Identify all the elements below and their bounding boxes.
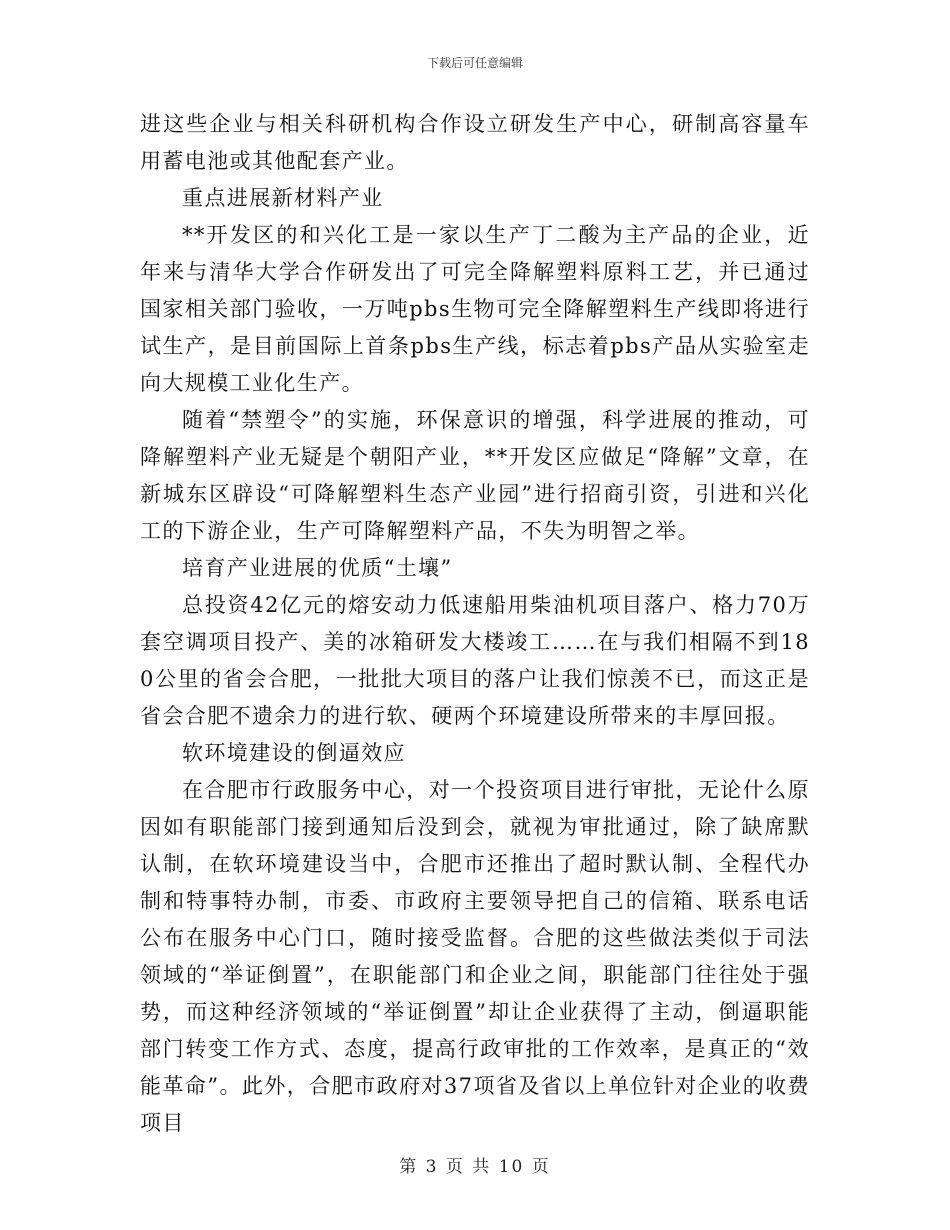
section-heading: 软环境建设的倒逼效应	[182, 741, 406, 765]
page-number: 第 3 页 共 10 页	[399, 1157, 551, 1177]
section-heading: 培育产业进展的优质“土壤”	[182, 556, 453, 580]
paragraph: 进这些企业与相关科研机构合作设立研发生产中心，研制高容量车用蓄电池或其他配套产业。	[140, 112, 810, 173]
paragraph: **开发区的和兴化工是一家以生产丁二酸为主产品的企业，近年来与清华大学合作研发出了可完全降解塑料原料工艺，并已通过国家相关部门验收，一万吨pbs生物可完全降解塑料生产线即将进行试生产，是目前国际上首条pbs生产线，标志着pbs产品从实验室走向大规模工业化生产。	[140, 223, 810, 395]
document-body	[140, 106, 810, 1142]
paragraph: 随着“禁塑令”的实施，环保意识的增强，科学进展的推动，可降解塑料产业无疑是个朝阳产业，**开发区应做足“降解”文章，在新城东区辟设“可降解塑料生态产业园”进行招商引资，引进和兴化工的下游企业，生产可降解塑料产品，不失为明智之举。	[140, 408, 810, 543]
page-header-note: 下载后可任意编辑	[426, 56, 523, 70]
paragraph: 在合肥市行政服务中心，对一个投资项目进行审批，无论什么原因如有职能部门接到通知后没到会，就视为审批通过，除了缺席默认制，在软环境建设当中，合肥市还推出了超时默认制、全程代办制和特事特办制，市委、市政府主要领导把自己的信箱、联系电话公布在服务中心门口，随时接受监督。合肥的这些做法类似于司法领域的“举证倒置”，在职能部门和企业之间，职能部门往往处于强势，而这种经济领域的“举证倒置”却让企业获得了主动，倒逼职能部门转变工作方式、态度，提高行政审批的工作效率，是真正的“效能革命”。此外，合肥市政府对37项省及省以上单位针对企业的收费项目	[140, 778, 810, 1135]
section-heading: 重点进展新材料产业	[182, 186, 384, 210]
paragraph: 总投资42亿元的熔安动力低速船用柴油机项目落户、格力70万套空调项目投产、美的冰箱研发大楼竣工……在与我们相隔不到180公里的省会合肥，一批批大项目的落户让我们惊羡不已，而这正是省会合肥不遗余力的进行软、硬两个环境建设所带来的丰厚回报。	[140, 593, 810, 728]
